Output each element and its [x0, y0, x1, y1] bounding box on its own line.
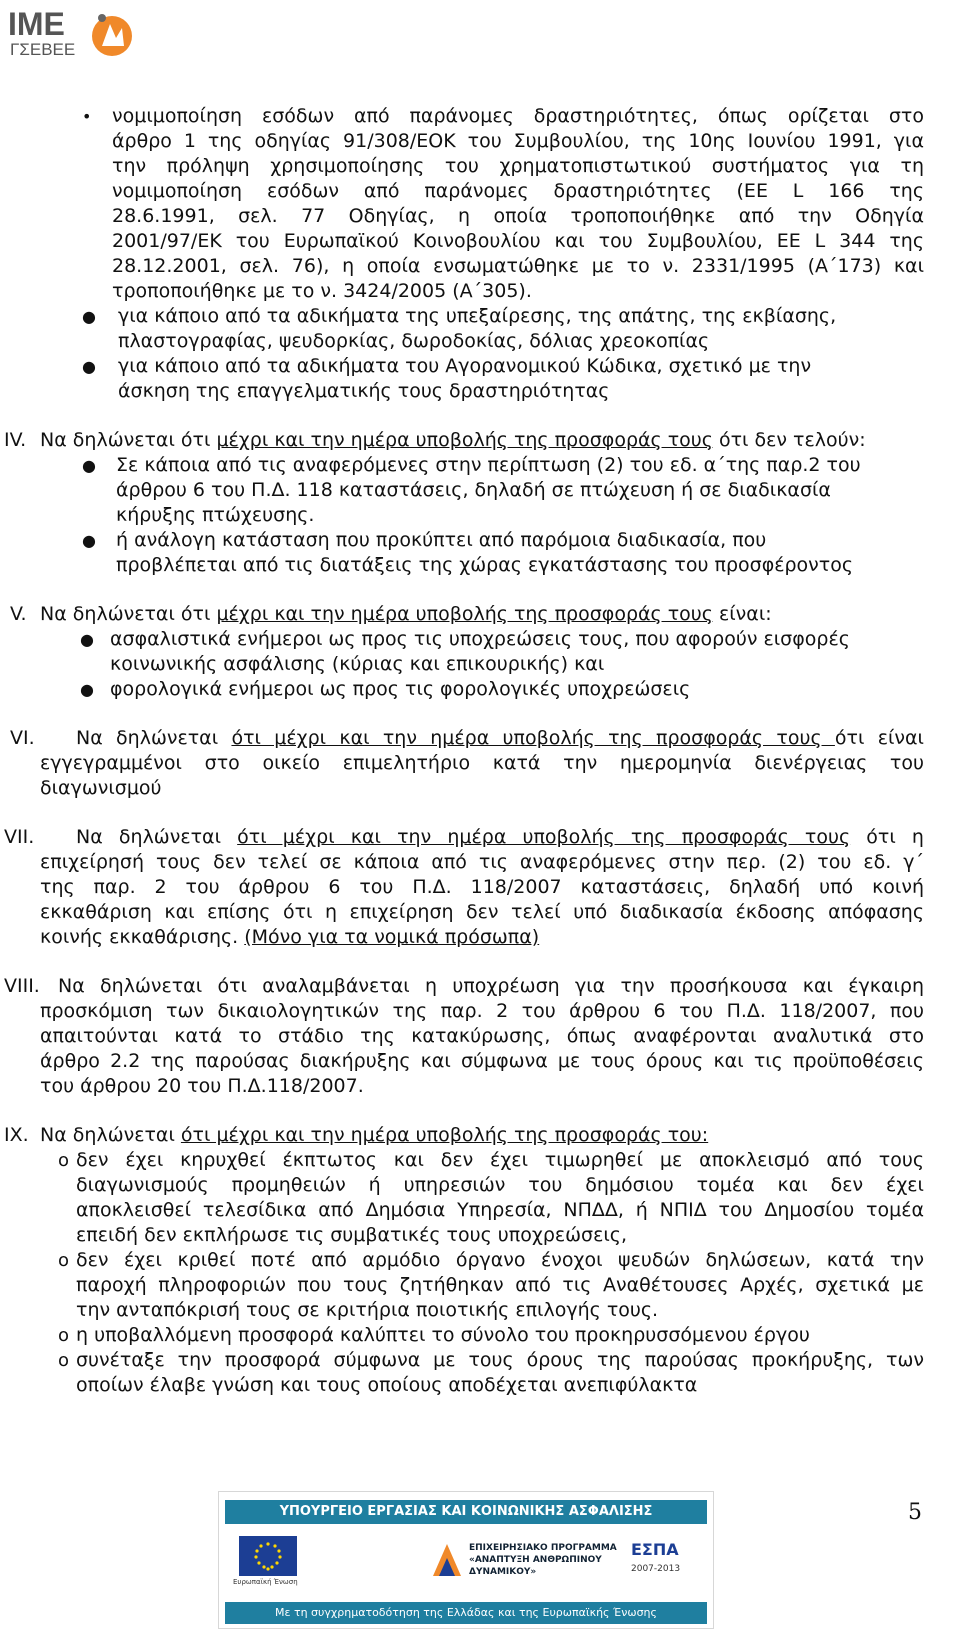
- bullet-icon: ●: [80, 680, 94, 699]
- bullet-icon: ●: [82, 307, 96, 326]
- text-line: φορολογικά ενήμεροι ως προς τις φορολογικές υποχρεώσεις: [110, 678, 691, 700]
- text-line: προσκόμιση των δικαιολογητικών της παρ. 2 του άρθρου 6 του Π.Δ. 118/2007, που: [40, 1000, 924, 1022]
- eu-label: Ευρωπαϊκή Ένωση: [233, 1578, 298, 1586]
- heading-underlined-text: ότι μέχρι και την ημέρα υποβολής της προσφοράς τους: [231, 727, 835, 749]
- text-line: άρθρο 2.2 της παρούσας διακήρυξης και σύμφωνα με τους όρους και τις προϋποθέσεις: [40, 1050, 924, 1072]
- section-number: VIII.: [4, 975, 40, 997]
- text-line: νομιμοποίηση εσόδων από παράνομες δραστηριότητες (ΕΕ L 166 της: [112, 180, 924, 202]
- legal-entities-note: (Μόνο για τα νομικά πρόσωπα): [244, 926, 540, 948]
- text-line: του άρθρου 20 του Π.Δ.118/2007.: [40, 1075, 364, 1097]
- logo-mark-icon: [88, 10, 136, 58]
- espa-logo: [619, 1536, 689, 1584]
- heading-underlined-text: ότι μέχρι και την ημέρα υποβολής της προσφοράς τους: [237, 826, 851, 848]
- heading-text: ότι η: [850, 826, 924, 848]
- text-line: την πρόληψη χρησιμοποίησης του χρηματοπιστωτικού συστήματος για τη: [112, 155, 924, 177]
- heading-text: είναι:: [712, 603, 772, 625]
- text-line: προβλέπεται από τις διατάξεις της χώρας εγκατάστασης του προσφέροντος: [116, 554, 854, 576]
- heading-underlined-text: μέχρι και την ημέρα υποβολής της προσφοράς τους: [216, 603, 713, 625]
- bullet-icon: •: [82, 107, 92, 126]
- text-line: [40, 925, 539, 950]
- text-line: αποκλεισθεί τελεσίδικα από Δημόσια Υπηρεσία, ΝΠΔΔ, ή ΝΠΙΔ του Δημοσίου τομέα: [76, 1199, 924, 1221]
- ime-gsevee-logo: [8, 6, 138, 64]
- logo-main-text: IME: [8, 6, 65, 42]
- text-line: πλαστογραφίας, ψευδορκίας, δωροδοκίας, δόλιας χρεοκοπίας: [118, 330, 710, 352]
- text-line: Να δηλώνεται ότι αναλαμβάνεται η υποχρέωση για την προσήκουσα και έγκαιρη: [58, 975, 924, 997]
- text-line: κοινωνικής ασφάλισης (κύριας και επικουρικής) και: [110, 653, 605, 675]
- circle-bullet-icon: o: [58, 1250, 70, 1271]
- text-line: την ανταπόκρισή τους σε κριτήρια ποιοτικής επιλογής τους.: [76, 1299, 659, 1321]
- espa-text: ΕΣΠΑ: [631, 1540, 679, 1559]
- heading-underlined-text: μέχρι και την ημέρα υποβολής της προσφοράς τους: [216, 429, 713, 451]
- section-heading: [40, 1123, 708, 1148]
- heading-text: Να δηλώνεται ότι: [40, 603, 217, 625]
- section-number: IX.: [4, 1124, 29, 1146]
- text-line: ή ανάλογη κατάσταση που προκύπτει από παρόμοια διαδικασία, που: [116, 529, 767, 551]
- text-line: απαιτούνται κατά το στάδιο της κατακύρωσης, όπως αναφέρονται αναλυτικά στο: [40, 1025, 924, 1047]
- text-line: της παρ. 2 του άρθρου 6 του Π.Δ. 118/2007 καταστάσεις, δηλαδή υπό κοινή: [40, 876, 924, 898]
- circle-bullet-icon: o: [58, 1325, 70, 1346]
- text-line: επειδή δεν εκπλήρωσε τις συμβατικές τους υποχρεώσεις,: [76, 1224, 627, 1246]
- text-line: άρθρου 6 του Π.Δ. 118 καταστάσεις, δηλαδή σε πτώχευση ή σε διαδικασία: [116, 479, 831, 501]
- section-number: VII.: [4, 826, 35, 848]
- section-heading: [76, 825, 924, 850]
- line-text: κοινής εκκαθάρισης.: [40, 926, 245, 948]
- heading-text: Να δηλώνεται ότι: [40, 429, 217, 451]
- ministry-band: ΥΠΟΥΡΓΕΙΟ ΕΡΓΑΣΙΑΣ ΚΑΙ ΚΟΙΝΩΝΙΚΗΣ ΑΣΦΑΛΙΣΗΣ: [225, 1500, 707, 1524]
- section-number: V.: [10, 603, 27, 625]
- text-line: ασφαλιστικά ενήμεροι ως προς τις υποχρεώσεις τους, που αφορούν εισφορές: [110, 628, 850, 650]
- programme-title: ΕΠΙΧΕΙΡΗΣΙΑΚΟ ΠΡΟΓΡΑΜΜΑ «ΑΝΑΠΤΥΞΗ ΑΝΘΡΩΠΙΝΟΥ ΔΥΝΑΜΙΚΟΥ»: [469, 1543, 617, 1577]
- section-heading: [40, 602, 772, 627]
- text-line: Σε κάποια από τις αναφερόμενες στην περίπτωση (2) του εδ. α΄της παρ.2 του: [116, 454, 861, 476]
- text-line: τροποποιήθηκε με το ν. 3424/2005 (Α΄305).: [112, 280, 532, 302]
- text-line: νομιμοποίηση εσόδων από παράνομες δραστηριότητες, όπως ορίζεται στο: [112, 105, 924, 127]
- text-line: άσκηση της επαγγελματικής τους δραστηριότητας: [118, 380, 610, 402]
- logo-sub-text: ΓΣΕΒΕΕ: [10, 40, 76, 59]
- text-line: 2001/97/ΕΚ του Ευρωπαϊκού Κοινοβουλίου και του Συμβουλίου, ΕΕ L 344 της: [112, 230, 924, 252]
- text-line: κήρυξης πτώχευσης.: [116, 504, 315, 526]
- circle-bullet-icon: o: [58, 1350, 70, 1371]
- bullet-icon: ●: [82, 456, 96, 475]
- text-line: 28.6.1991, σελ. 77 Οδηγίας, η οποία τροποποιήθηκε από την Οδηγία: [112, 205, 924, 227]
- text-line: για κάποιο από τα αδικήματα της υπεξαίρεσης, της απάτης, της εκβίασης,: [118, 305, 837, 327]
- bullet-icon: ●: [82, 357, 96, 376]
- espa-years: 2007-2013: [631, 1564, 681, 1574]
- section-heading: [40, 428, 866, 453]
- text-line: οποίων έλαβε γνώση και τους οποίους αποδέχεται ανεπιφύλακτα: [76, 1374, 698, 1396]
- bullet-icon: ●: [82, 531, 96, 550]
- bullet-icon: ●: [80, 630, 94, 649]
- text-line: εκκαθάριση και επίσης ότι η επιχείρηση δεν τελεί υπό διαδικασία έκδοσης απόφασης: [40, 901, 924, 923]
- text-line: η υποβαλλόμενη προσφορά καλύπτει το σύνολο του προκηρυσσόμενου έργου: [76, 1324, 810, 1346]
- section-heading: [76, 726, 924, 751]
- programme-logo-icon: [429, 1540, 465, 1580]
- cofunding-band: Με τη συγχρηματοδότηση της Ελλάδας και της Ευρωπαϊκής Ένωσης: [225, 1602, 707, 1624]
- heading-underlined-text: ότι μέχρι και την ημέρα υποβολής της προσφοράς του:: [180, 1124, 709, 1146]
- section-number: VI.: [10, 727, 35, 749]
- section-number: IV.: [4, 429, 27, 451]
- text-line: παροχή πληροφοριών που τους ζητήθηκαν από τις Αναθέτουσες Αρχές, σχετικά με: [76, 1274, 924, 1296]
- page-number: 5: [908, 1500, 922, 1525]
- text-line: διαγωνισμούς προμηθειών ή υπηρεσιών του δημόσιου τομέα και δεν έχει: [76, 1174, 924, 1196]
- text-line: συνέταξε την προσφορά σύμφωνα με τους όρους της παρούσας προκήρυξης, των: [76, 1349, 924, 1371]
- text-line: εγγεγραμμένοι στο οικείο επιμελητήριο κατά την ημερομηνία διενέργειας του: [40, 752, 924, 774]
- heading-text: Να δηλώνεται: [40, 1124, 181, 1146]
- text-line: δεν έχει κριθεί ποτέ από αρμόδιο όργανο ένοχοι ψευδών δηλώσεων, κατά την: [76, 1249, 924, 1271]
- text-line: επιχείρησή τους δεν τελεί σε κάποια από τις αναφερόμενες στην περ. (2) του εδ. γ΄: [40, 851, 924, 873]
- text-line: 28.12.2001, σελ. 76), η οποία ενσωματώθηκε με το ν. 2331/1995 (Α΄173) και: [112, 255, 924, 277]
- text-line: διαγωνισμού: [40, 777, 162, 799]
- heading-text: ότι είναι: [834, 727, 924, 749]
- funding-banner: [218, 1491, 714, 1629]
- heading-text: Να δηλώνεται: [76, 826, 238, 848]
- text-line: δεν έχει κηρυχθεί έκπτωτος και δεν έχει τιμωρηθεί με αποκλεισμό από τους: [76, 1149, 924, 1171]
- text-line: για κάποιο από τα αδικήματα του Αγορανομικού Κώδικα, σχετικό με την: [118, 355, 812, 377]
- circle-bullet-icon: o: [58, 1150, 70, 1171]
- eu-flag-icon: [239, 1536, 297, 1576]
- heading-text: Να δηλώνεται: [76, 727, 232, 749]
- heading-text: ότι δεν τελούν:: [712, 429, 866, 451]
- text-line: άρθρο 1 της οδηγίας 91/308/ΕΟΚ του Συμβουλίου, της 10ης Ιουνίου 1991, για: [112, 130, 924, 152]
